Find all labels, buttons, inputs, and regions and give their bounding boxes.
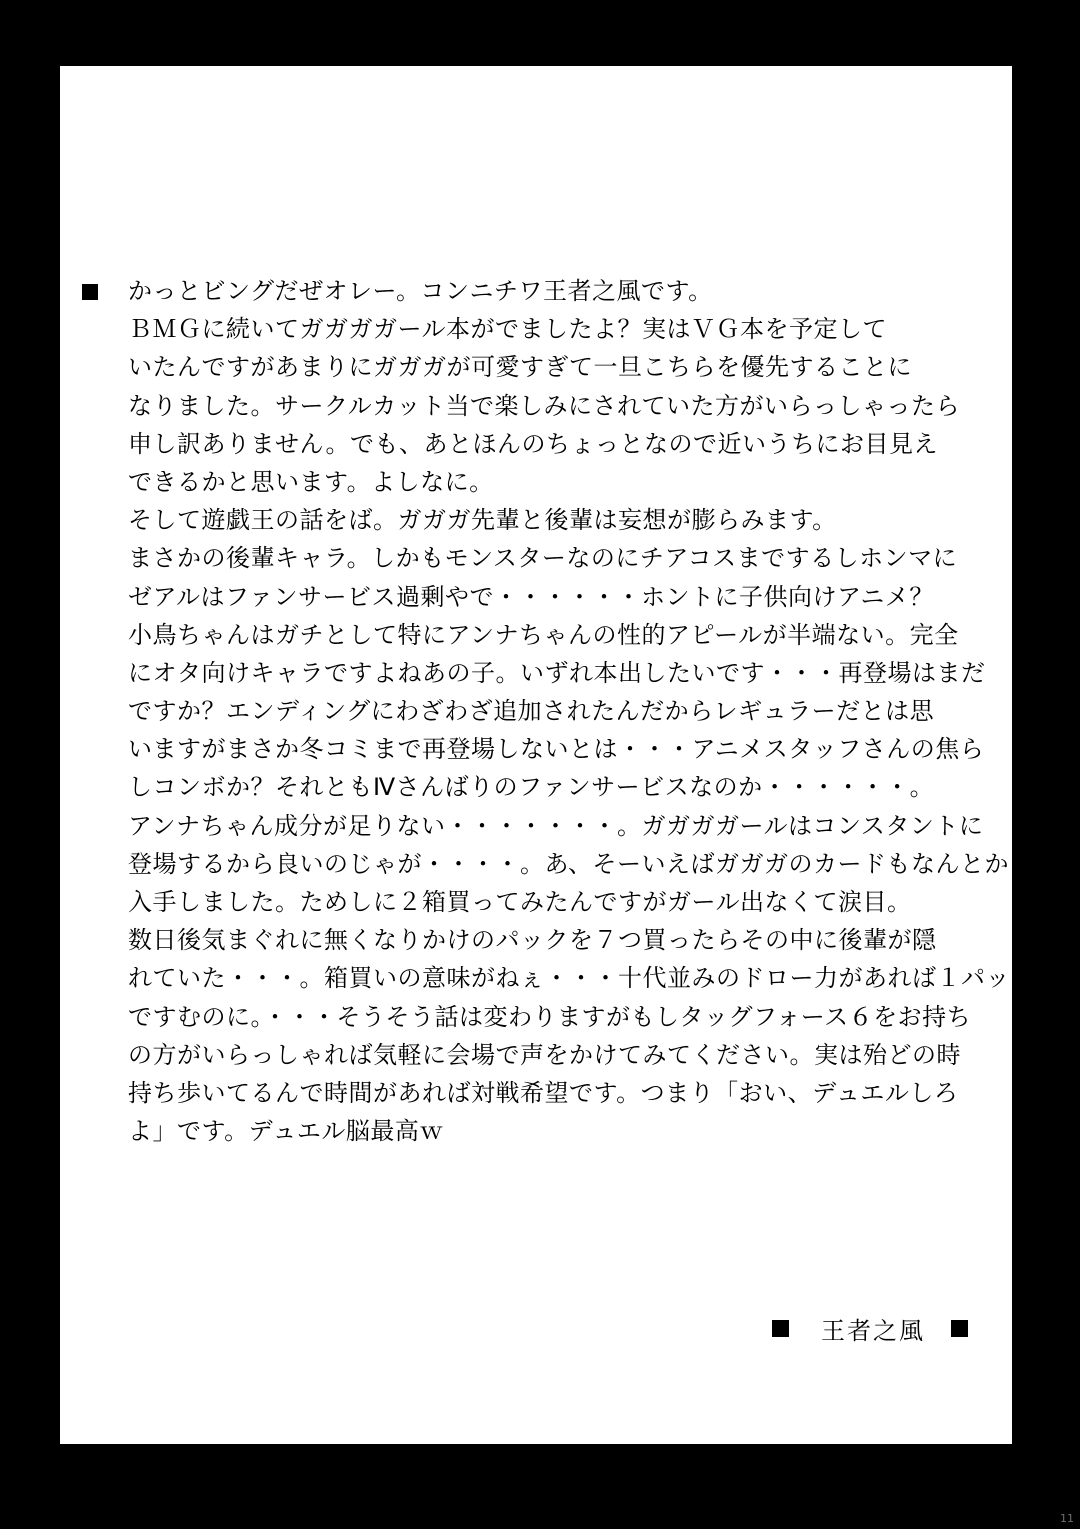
text-line: ですか？エンディングにわざわざ追加されたんだからレギュラーだとは思 — [128, 697, 935, 726]
text-line: よ」です。デュエル脳最高ｗ — [128, 1117, 444, 1146]
text-line: いたんですがあまりにガガガが可愛すぎて一旦こちらを優先することに — [128, 353, 912, 382]
text-line: いますがまさか冬コミまで再登場しないとは・・・アニメスタッフさんの焦ら — [128, 735, 985, 764]
text-line: しコンボか？それともⅣさんばりのファンサービスなのか・・・・・・。 — [128, 773, 935, 802]
text-line: ですむのに。・・・そうそう話は変わりますがもしタッグフォース６をお持ち — [128, 1002, 972, 1031]
square-bullet-icon — [951, 1320, 968, 1337]
text-line-content: かっとビングだぜオレー。コンニチワ王者之風です。 — [128, 277, 713, 305]
text-line: そして遊戯王の話をば。ガガガ先輩と後輩は妄想が膨らみます。 — [128, 506, 837, 535]
text-line: 数日後気まぐれに無くなりかけのパックを７つ買ったらその中に後輩が隠 — [128, 926, 937, 955]
afterword-text — [128, 272, 1035, 1150]
text-line: まさかの後輩キャラ。しかもモンスターなのにチアコスまでするしホンマに — [128, 544, 958, 573]
text-line: できるかと思います。よしなに。 — [128, 467, 494, 496]
text-line: 申し訳ありません。でも、あとほんのちょっとなので近いうちにお目見え — [128, 429, 938, 458]
text-line — [128, 272, 998, 310]
text-line: れていた・・・。箱買いの意味がねぇ・・・十代並みのドロー力があれば１パック — [128, 964, 1035, 993]
text-line: なりました。サークルカット当で楽しみにされていた方がいらっしゃったら — [128, 391, 961, 420]
text-line: の方がいらっしゃれば気軽に会場で声をかけてみてください。実は殆どの時 — [128, 1040, 961, 1069]
square-bullet-icon — [82, 284, 98, 300]
page — [60, 66, 1035, 1444]
text-line: ＢＭＧに続いてガガガガール本がでましたよ？実はＶＧ本を予定して — [128, 315, 888, 344]
text-line: 持ち歩いてるんで時間があれば対戦希望です。つまり「おい、デュエルしろ — [128, 1078, 959, 1107]
text-line: にオタ向けキャラですよねあの子。いずれ本出したいです・・・再登場はまだ — [128, 658, 986, 687]
text-line: ゼアルはファンサービス過剰やで・・・・・・ホントに子供向けアニメ？ — [128, 582, 934, 611]
author-name: 王者之風 — [821, 1316, 925, 1345]
text-line: アンナちゃん成分が足りない・・・・・・・。ガガガガールはコンスタントに — [128, 811, 984, 840]
text-line: 小鳥ちゃんはガチとして特にアンナちゃんの性的アピールが半端ない。完全 — [128, 620, 959, 649]
text-line: 登場するから良いのじゃが・・・・。あ、そーいえばガガガのカードもなんとか — [128, 849, 1010, 878]
page-number: 11 — [1060, 1512, 1074, 1525]
text-line: 入手しました。ためしに２箱買ってみたんですがガール出なくて涙目。 — [128, 888, 912, 916]
square-bullet-icon — [772, 1320, 789, 1337]
author-signature — [772, 1308, 968, 1348]
